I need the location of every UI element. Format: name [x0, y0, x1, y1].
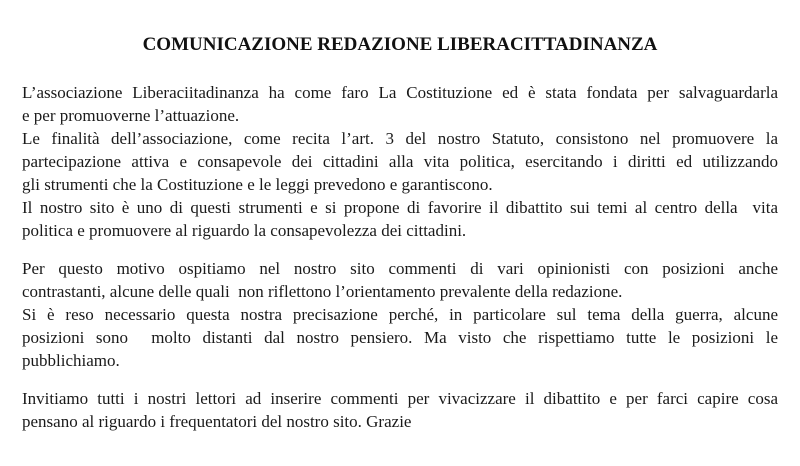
text-line: pensano al riguardo i frequentatori del nostro sito. Grazie	[22, 412, 412, 431]
text-line: posizioni sono molto distanti dal nostro pensiero. Ma visto che rispettiamo tutte le posizioni le	[22, 328, 778, 347]
text-line: politica e promuovere al riguardo la consapevolezza dei cittadini.	[22, 221, 467, 240]
text-line: partecipazione attiva e consapevole dei cittadini alla vita politica, esercitando i diritti ed utilizzando	[22, 152, 778, 171]
text-line: L’associazione Liberaciitadinanza ha come faro La Costituzione ed è stata fondata per salvaguardarla	[22, 83, 778, 102]
text-line: Si è reso necessario questa nostra precisazione perché, in particolare sul tema della guerra, alcune	[22, 305, 778, 324]
paragraph-block-1	[22, 81, 778, 242]
text-line: gli strumenti che la Costituzione e le leggi prevedono e garantiscono.	[22, 175, 493, 194]
text-line: Il nostro sito è uno di questi strumenti e si propone di favorire il dibattito sui temi al centro della vita	[22, 198, 778, 217]
text-line: contrastanti, alcune delle quali non riflettono l’orientamento prevalente della redazione.	[22, 282, 623, 301]
text-line: Per questo motivo ospitiamo nel nostro sito commenti di vari opinionisti con posizioni anche	[22, 259, 778, 278]
text-line: Invitiamo tutti i nostri lettori ad inserire commenti per vivacizzare il dibattito e per farci capire cosa	[22, 389, 778, 408]
paragraph-block-2	[22, 257, 778, 372]
text-line: pubblichiamo.	[22, 351, 120, 370]
text-line: Le finalità dell’associazione, come recita l’art. 3 del nostro Statuto, consistono nel promuovere la	[22, 129, 778, 148]
document-title: COMUNICAZIONE REDAZIONE LIBERACITTADINANZA	[142, 34, 658, 55]
text-line: e per promuoverne l’attuazione.	[22, 106, 240, 125]
paragraph-block-3	[22, 387, 778, 433]
